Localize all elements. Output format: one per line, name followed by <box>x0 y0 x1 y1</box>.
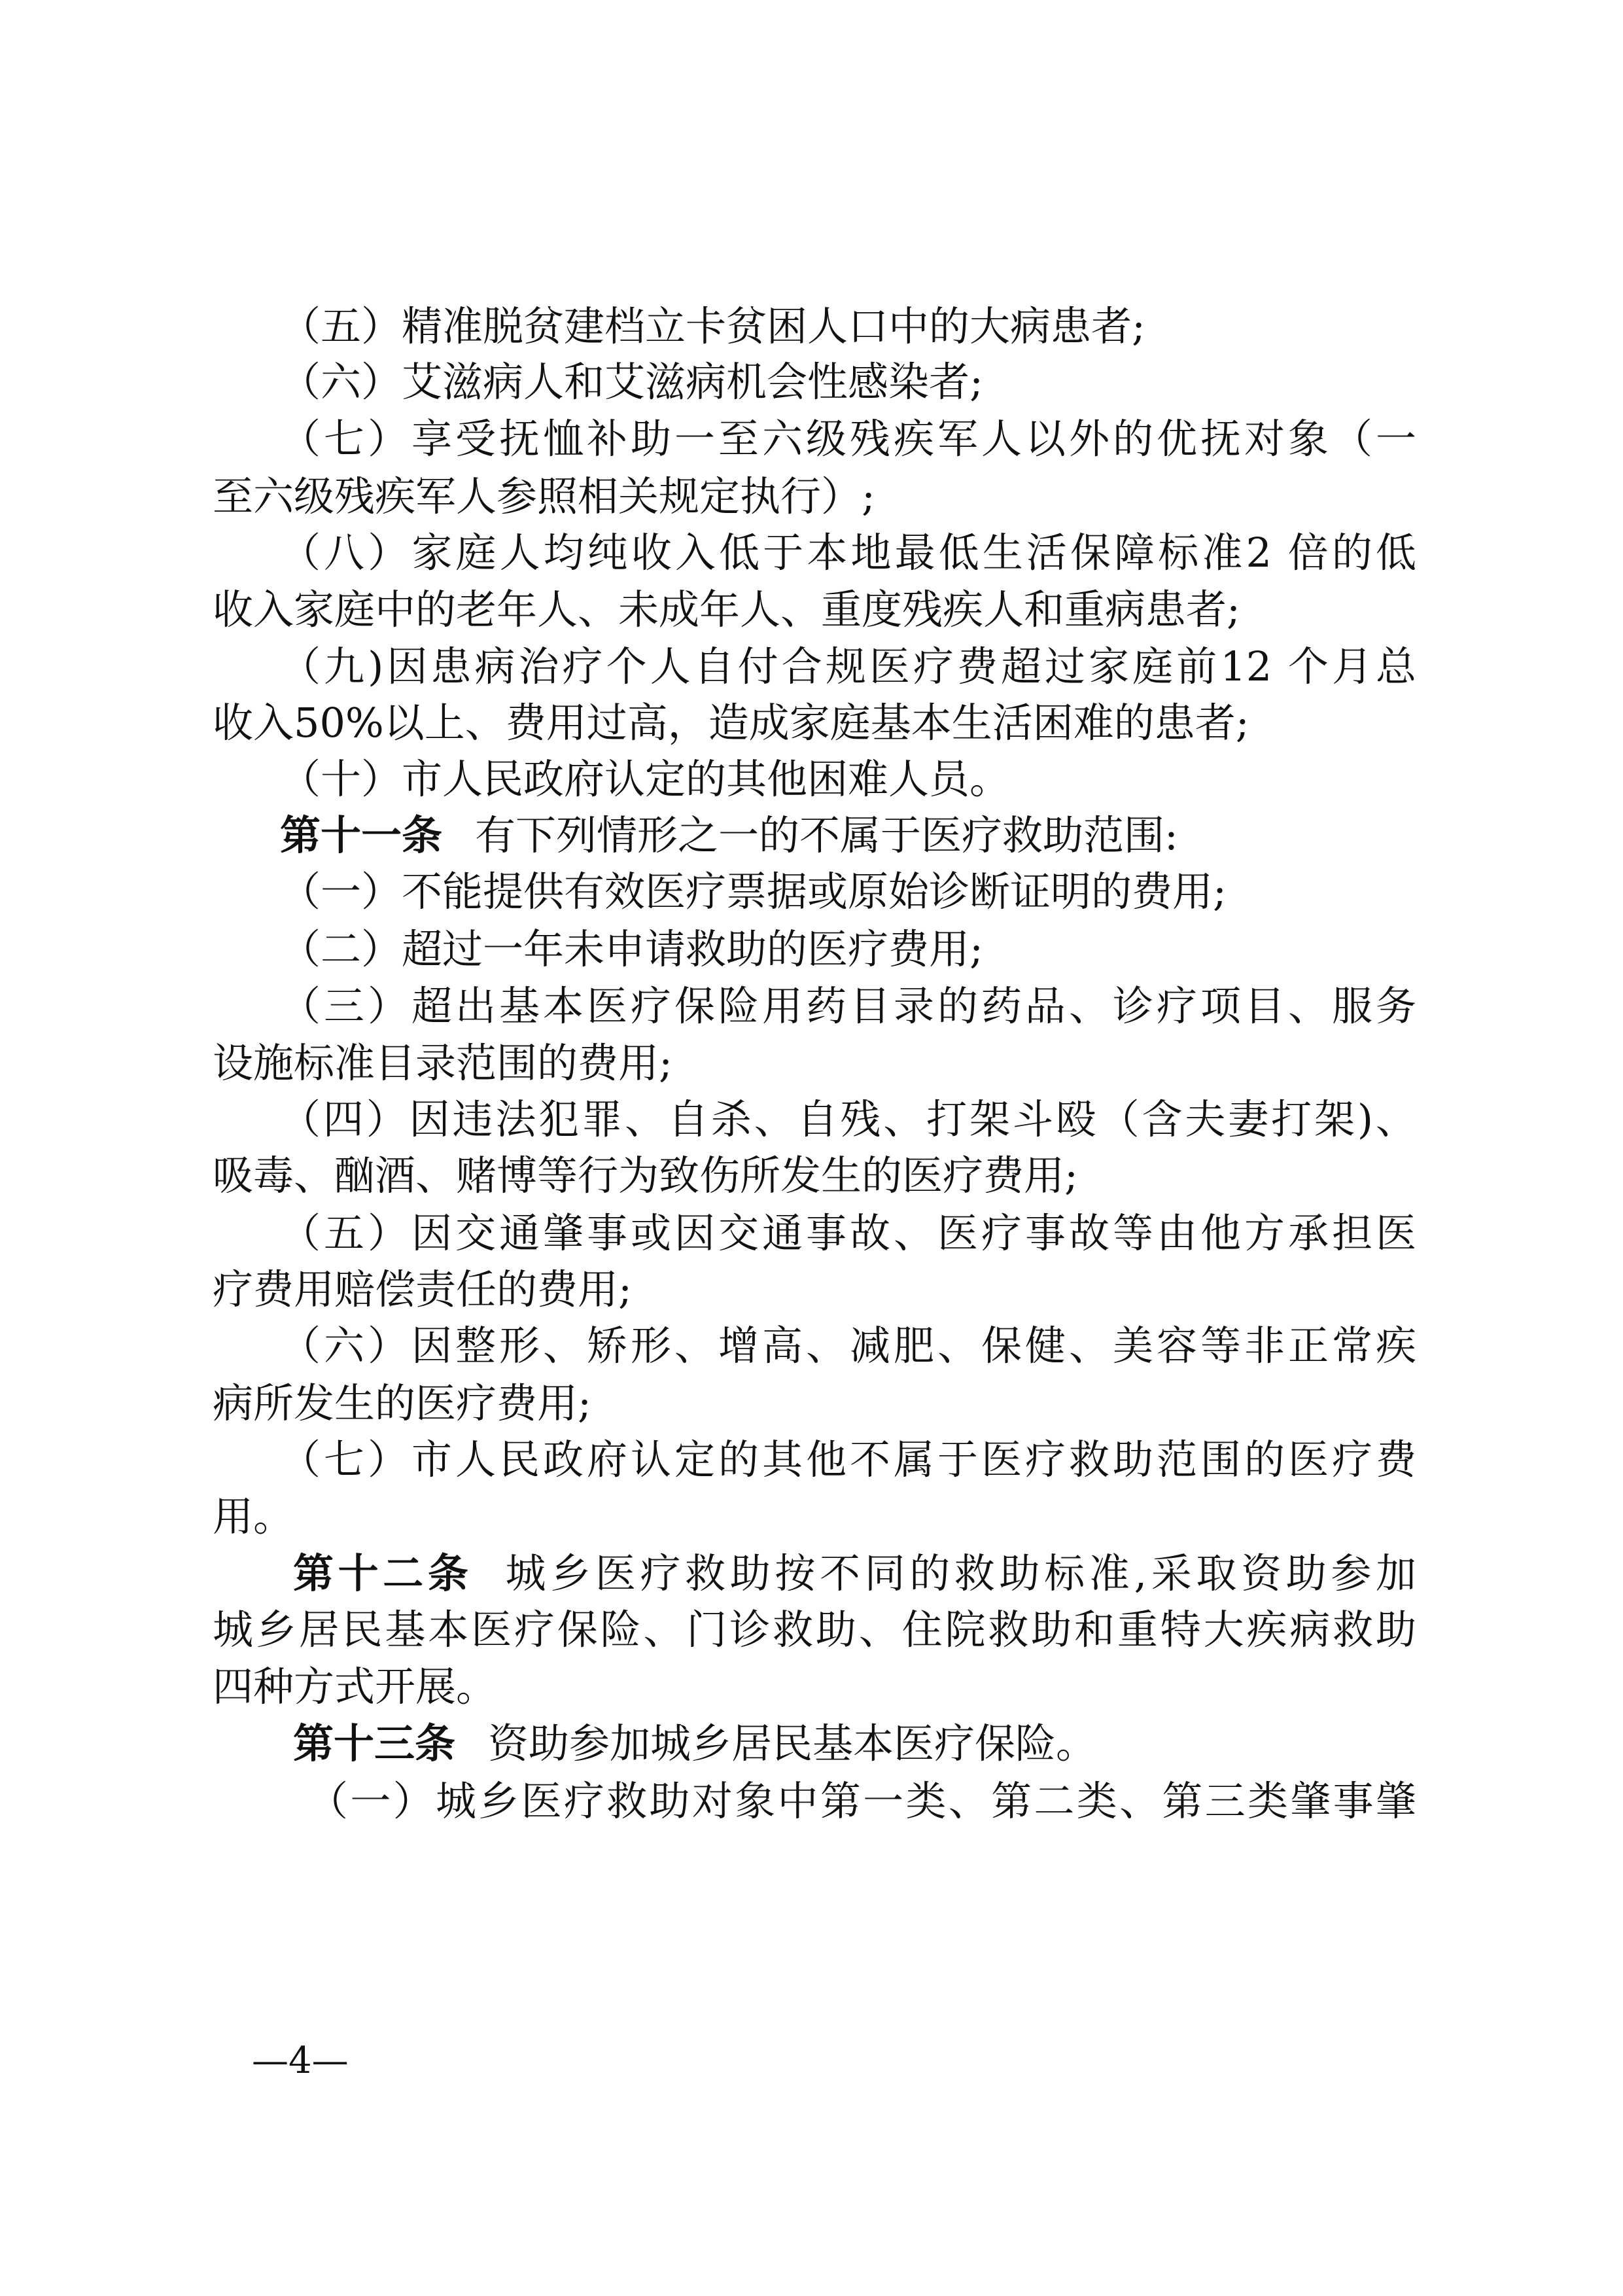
text-line: （七）享受抚恤补助一至六级残疾军人以外的优抚对象（一 <box>280 415 1416 463</box>
text-line: （六）因整形、矫形、增高、减肥、保健、美容等非正常疾 <box>280 1322 1416 1369</box>
text-line: 吸毒、酗酒、赌博等行为致伤所发生的医疗费用; <box>213 1152 1078 1199</box>
text-line: （五）因交通肇事或因交通事故、医疗事故等由他方承担医 <box>280 1209 1416 1257</box>
text-line: （三）超出基本医疗保险用药目录的药品、诊疗项目、服务 <box>280 982 1416 1030</box>
text-line: （二）超过一年未申请救助的医疗费用; <box>280 925 983 973</box>
text-line: （六）艾滋病人和艾滋病机会性感染者; <box>280 358 983 406</box>
text-line: 疗费用赔偿责任的费用; <box>213 1265 632 1313</box>
text-line: 病所发生的医疗费用; <box>213 1379 591 1427</box>
page-number: —4— <box>252 2040 349 2082</box>
article-13-line <box>293 1720 1097 1767</box>
text-line: （四）因违法犯罪、自杀、自残、打架斗殴（含夫妻打架)、 <box>280 1095 1416 1143</box>
text-line: （八）家庭人均纯收入低于本地最低生活保障标准2 倍的低 <box>280 529 1416 576</box>
text-line: 至六级残疾军人参照相关规定执行）; <box>213 472 875 520</box>
text-line: 城乡居民基本医疗保险、门诊救助、住院救助和重特大疾病救助 <box>213 1606 1416 1653</box>
text-line: （九)因患病治疗个人自付合规医疗费超过家庭前12 个月总 <box>280 643 1416 690</box>
article-12-line <box>293 1549 1416 1597</box>
article-11-line <box>280 811 1178 859</box>
article-heading: 第十二条 <box>293 1549 473 1597</box>
article-heading: 第十三条 <box>293 1720 456 1767</box>
article-heading: 第十一条 <box>280 811 443 859</box>
text-line: （五）精准脱贫建档立卡贫困人口中的大病患者; <box>280 302 1145 350</box>
text-line: 收入家庭中的老年人、未成年人、重度残疾人和重病患者; <box>213 586 1240 633</box>
text-line: （一）城乡医疗救助对象中第一类、第二类、第三类肇事肇 <box>307 1777 1416 1825</box>
text-line: 设施标准目录范围的费用; <box>213 1039 672 1087</box>
article-text: 资助参加城乡居民基本医疗保险。 <box>488 1720 1097 1767</box>
text-line: （十）市人民政府认定的其他困难人员。 <box>280 755 1011 803</box>
article-text: 有下列情形之一的不属于医疗救助范围: <box>475 811 1178 859</box>
text-line: 用。 <box>213 1492 294 1540</box>
text-line: 四种方式开展。 <box>213 1663 497 1710</box>
text-line: （七）市人民政府认定的其他不属于医疗救助范围的医疗费 <box>280 1436 1416 1483</box>
article-text: 城乡医疗救助按不同的救助标准,采取资助参加 <box>505 1549 1416 1597</box>
text-line: 收入50%以上、费用过高，造成家庭基本生活困难的患者; <box>213 699 1249 747</box>
text-line: （一）不能提供有效医疗票据或原始诊断证明的费用; <box>280 868 1227 915</box>
